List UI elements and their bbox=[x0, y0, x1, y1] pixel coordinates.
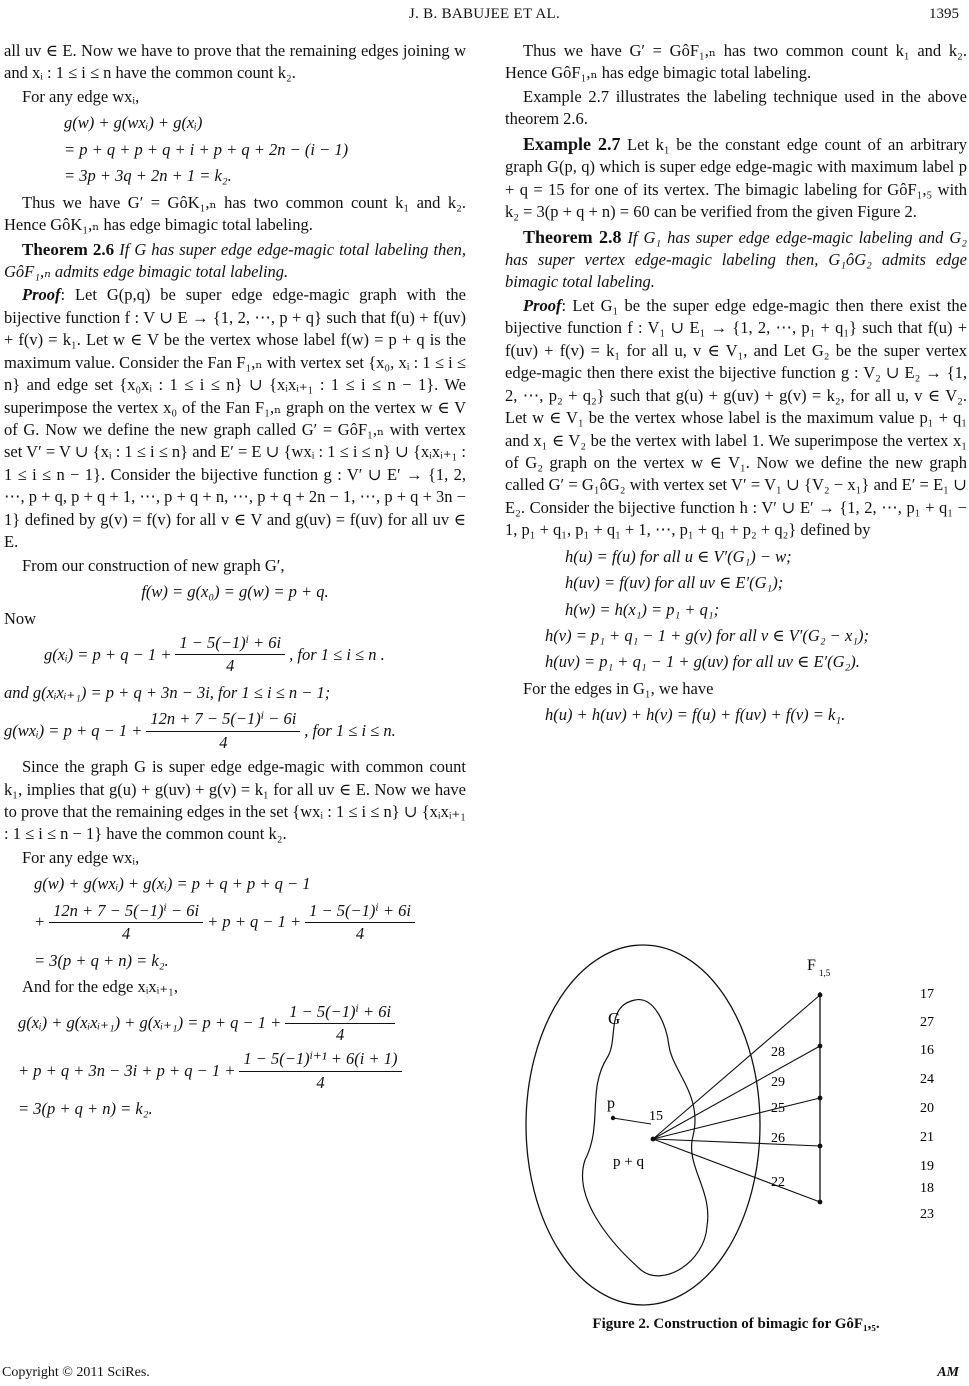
running-title: J. B. BABUJEE ET AL. bbox=[408, 6, 561, 22]
fraction bbox=[146, 708, 300, 754]
equation-edge-sum-cont bbox=[4, 1048, 466, 1094]
fan-edge-2 bbox=[653, 1046, 820, 1139]
fan-edge-5 bbox=[653, 1139, 820, 1202]
page-footer bbox=[0, 1363, 969, 1383]
theorem-heading: Theorem 2.6 bbox=[22, 239, 115, 259]
vertex-label-x3: 20 bbox=[920, 1101, 934, 1116]
vertex-label-x5: 23 bbox=[920, 1207, 934, 1222]
vertex-label-x2: 16 bbox=[920, 1043, 934, 1058]
fan-label: F bbox=[807, 957, 816, 974]
paragraph: Now bbox=[4, 608, 37, 628]
vertex-p-label: p bbox=[607, 1095, 615, 1112]
fan-edge-4 bbox=[653, 1139, 820, 1146]
denominator: 4 bbox=[336, 1024, 345, 1044]
fraction bbox=[305, 900, 415, 946]
equation: h(u) = f(u) for all u ∈ V′(G₁) − w; bbox=[565, 546, 792, 566]
theorem-heading: Theorem 2.8 bbox=[523, 226, 622, 247]
equation: h(w) = h(x₁) = p₁ + q₁; bbox=[565, 599, 720, 619]
denominator: 4 bbox=[226, 656, 235, 676]
path-edge-label-4: 18 bbox=[920, 1181, 934, 1196]
path-edge-label-2: 24 bbox=[920, 1072, 934, 1087]
copyright: Copyright © 2011 SciRes. bbox=[2, 1365, 150, 1380]
paragraph: From our construction of new graph G′, bbox=[22, 555, 285, 575]
eq-mid: + p + q − 1 + bbox=[207, 912, 302, 932]
denominator: 4 bbox=[121, 924, 131, 944]
eq-lhs: g(xᵢ) = p + q − 1 + bbox=[44, 644, 172, 664]
eq-lhs: g(wxᵢ) = p + q − 1 + bbox=[4, 720, 143, 740]
numerator: 1 − 5(−1)ⁱ + 6i bbox=[175, 632, 285, 655]
paragraph: Thus we have G′ = GôK₁,ₙ has two common count k₁ and k₂. Hence GôK₁,ₙ has edge bimagic total labeling. bbox=[4, 192, 466, 235]
graph-g-region bbox=[583, 1000, 708, 1276]
eq-rhs: , for 1 ≤ i ≤ n . bbox=[289, 644, 385, 664]
proof-body: : Let G(p,q) be super edge edge-magic graph with the bijective function f : V ∪ E → {1, 2, ⋯, p + q} such that f(u) + f(uv) + f(v) = k₁. Let w ∈ V be the vertex whose label f(w) = p + q is the maximum value. Consider the Fan F₁,ₙ with vertex set {x₀, xᵢ : 1 ≤ i ≤ n} and edge set {x₀xᵢ : 1 ≤ i ≤ n} ∪ {xᵢxᵢ₊₁ : 1 ≤ i ≤ n − 1}. We superimpose the vertex x₀ of the Fan F₁,ₙ graph on the vertex w ∈ V of G. Now we define the new graph called G′ = GôF₁,ₙ with vertex set V′ = V ∪ {xᵢ : 1 ≤ i ≤ n} and E′ = E ∪ {wxᵢ : 1 ≤ i ≤ n} ∪ {xᵢxᵢ₊₁ : 1 ≤ i ≤ n − 1}. Consider the bijective function g : V′ ∪ E′ → {1, 2, ⋯, p + q, p + q + 1, ⋯, p + q + n, ⋯, p + q + 2n − 1, ⋯, p + q + 3n − 1} defined by g(v) = f(v) for all v ∈ V and g(uv) = f(uv) for all uv ∈ E. bbox=[4, 285, 466, 552]
numerator: 1 − 5(−1)ⁱ⁺¹ + 6(i + 1) bbox=[239, 1048, 401, 1071]
fan-vertex-5 bbox=[818, 1200, 823, 1205]
edge-label-2: 29 bbox=[771, 1075, 785, 1090]
vertex-pq-label: p + q bbox=[613, 1154, 644, 1170]
theorem-2-8 bbox=[505, 225, 967, 294]
path-edge-label-3: 21 bbox=[920, 1130, 934, 1145]
figure-caption: Figure 2. Construction of bimagic for GôF₁,₅. bbox=[592, 1316, 880, 1332]
theorem-body: If G has super edge edge-magic total labeling then, GôF₁,ₙ admits edge bimagic total labeling. bbox=[4, 239, 466, 281]
numerator: 12n + 7 − 5(−1)ⁱ − 6i bbox=[49, 900, 203, 923]
paragraph: all uv ∈ E. Now we have to prove that the remaining edges joining w and xᵢ : 1 ≤ i ≤ n have the common count k₂. bbox=[4, 41, 466, 83]
graph-g-label: G bbox=[608, 1009, 621, 1028]
fan-edge-3 bbox=[653, 1098, 820, 1139]
example-2-7 bbox=[505, 132, 967, 224]
equation-sum: + $\frac{\text{12n + 7 − 5(−1)ⁱ − 6i}}{4}$ + p + q − 1 + $\frac{\text{1 − 5(−1)ⁱ + 6i}}{4}$ bbox=[4, 900, 466, 946]
fan-vertex-2 bbox=[818, 1044, 823, 1049]
equation: and g(xᵢxᵢ₊₁) = p + q + 3n − 3i, for 1 ≤ i ≤ n − 1; bbox=[4, 682, 331, 702]
paragraph: For any edge wxᵢ, bbox=[22, 847, 140, 867]
example-body: Let k₁ be the constant edge count of an arbitrary graph G(p, q) which is super edge edge-magic with maximum label p + q = 15 for one of its vertex. The bimagic labeling for GôF₁,₅ with k₂ = 3(p + q + n) = 60 can be verified from the given Figure 2. bbox=[505, 134, 967, 222]
edge-label-4: 26 bbox=[771, 1131, 785, 1146]
equation: f(w) = g(x₀) = g(w) = p + q. bbox=[141, 582, 329, 602]
graph-g-ellipse bbox=[526, 945, 760, 1305]
edge-label-3: 25 bbox=[771, 1101, 785, 1116]
eq-lhs: + p + q + 3n − 3i + p + q − 1 + bbox=[18, 1061, 236, 1081]
fraction bbox=[285, 1001, 395, 1047]
numerator: 12n + 7 − 5(−1)ⁱ − 6i bbox=[146, 708, 300, 731]
proof-body: : Let G₁ be the super edge edge-magic then there exist the bijective function f : V₁ ∪ E₁ → {1, 2, ⋯, p₁ + q₁} such that f(u) + f(uv) + f(v) = k₁ for all u, v ∈ V₁, and Let G₂ be the super vertex edge-magic then there exist the bijective function g : V₂ ∪ E₂ → {1, 2, ⋯, p₂ + q₂} such that g(u) + g(uv) + g(v) = k₂, for all u, v ∈ V₂. Let w ∈ V₁ be the vertex whose label is the maximum value p₁ + q₁ and x₁ ∈ V₂ be the vertex with label 1. We superimpose the vertex x₁ of G₂ graph on the vertex w ∈ V₁. Now we define the new graph called G′ = G₁ôG₂ with vertex set V′ = V₁ ∪ {V₂ − x₁} and E′ = E₁ ∪ E₂. Consider the bijective function h : V′ ∪ E′ → {1, 2, ⋯, p₁ + q₁ − 1, p₁ + q₁, p₁ + q₁ + 1, ⋯, p₁ + q₁ + p₂ + q₂} defined by bbox=[505, 295, 967, 540]
paragraph: And for the edge xᵢxᵢ₊₁, bbox=[22, 977, 178, 997]
edge-label-1: 28 bbox=[771, 1045, 785, 1060]
fraction bbox=[239, 1048, 401, 1094]
paragraph: Thus we have G′ = GôF₁,ₙ has two common count k₁ and k₂. Hence GôF₁,ₙ has edge bimagic total labeling. bbox=[505, 41, 967, 83]
numerator: 1 − 5(−1)ⁱ + 6i bbox=[305, 900, 415, 923]
fan-vertex-1 bbox=[818, 993, 823, 998]
paragraph: For any edge wxᵢ, bbox=[22, 86, 140, 106]
denominator: 4 bbox=[316, 1072, 325, 1092]
paragraph: Example 2.7 illustrates the labeling technique used in the above theorem 2.6. bbox=[505, 86, 967, 129]
equation: = 3p + 3q + 2n + 1 = k₂. bbox=[64, 166, 232, 186]
equation-gxi bbox=[4, 632, 466, 678]
example-heading: Example 2.7 bbox=[523, 133, 621, 154]
figure-2 bbox=[523, 940, 963, 1310]
equation: g(w) + g(wxᵢ) + g(xᵢ) = p + q + p + q − 1 bbox=[34, 874, 311, 894]
denominator: 4 bbox=[219, 732, 228, 752]
equation: h(uv) = p₁ + q₁ − 1 + g(uv) for all uv ∈ E′(G₂). bbox=[545, 652, 860, 672]
vertex-label-x1: 17 bbox=[920, 987, 934, 1002]
fraction bbox=[175, 632, 285, 678]
paragraph: For the edges in G₁, we have bbox=[523, 678, 714, 698]
left-column bbox=[4, 40, 466, 1125]
fan-vertex-4 bbox=[818, 1144, 823, 1149]
right-column bbox=[505, 40, 967, 731]
proof-heading: Proof bbox=[22, 285, 61, 305]
equation: g(w) + g(wxᵢ) + g(xᵢ) bbox=[64, 113, 203, 133]
proof-heading: Proof bbox=[523, 295, 562, 315]
page-number: 1395 bbox=[929, 6, 959, 22]
equation: h(u) + h(uv) + h(v) = f(u) + f(uv) + f(v) = k₁. bbox=[545, 705, 846, 725]
fraction bbox=[49, 900, 203, 946]
page-header bbox=[0, 4, 969, 24]
figure-diagram bbox=[523, 940, 963, 1310]
numerator: 1 − 5(−1)ⁱ + 6i bbox=[285, 1001, 395, 1024]
equation: = p + q + p + q + i + p + q + 2n − (i − 1) bbox=[64, 139, 349, 159]
eq-lhs: g(xᵢ) + g(xᵢxᵢ₊₁) + g(xᵢ₊₁) = p + q − 1 + bbox=[18, 1013, 282, 1033]
path-edge-label-1: 27 bbox=[920, 1015, 934, 1030]
fan-vertex-3 bbox=[818, 1096, 823, 1101]
equation: h(v) = p₁ + q₁ − 1 + g(v) for all v ∈ V′(G₂ − x₁); bbox=[545, 626, 869, 645]
edge-label-5: 22 bbox=[771, 1175, 785, 1190]
equation: h(uv) = f(uv) for all uv ∈ E′(G₁); bbox=[565, 573, 784, 593]
theorem-body: If G₁ has super edge edge-magic labeling and G₂ has super vertex edge-magic labeling then, G₁ôG₂ admits edge bimagic total labeling. bbox=[505, 227, 967, 292]
equation-gwxi bbox=[4, 708, 466, 754]
eq-rhs: , for 1 ≤ i ≤ n. bbox=[304, 720, 396, 740]
vertex-w-value: 15 bbox=[649, 1109, 663, 1124]
denominator: 4 bbox=[355, 924, 365, 944]
proof-paragraph bbox=[4, 284, 466, 553]
equation-edge-sum bbox=[4, 1001, 466, 1047]
edge-p-w bbox=[613, 1118, 651, 1124]
vertex-label-x4: 19 bbox=[920, 1159, 934, 1174]
journal-abbrev: AM bbox=[937, 1365, 959, 1380]
equation: = 3(p + q + n) = k₂. bbox=[34, 950, 169, 970]
fan-label-sub: 1,5 bbox=[819, 968, 831, 978]
proof-paragraph bbox=[505, 295, 967, 542]
paragraph: Since the graph G is super edge edge-magic with common count k₁, implies that g(u) + g(uv) + g(v) = k₁ for all uv ∈ E. Now we have to prove that the remaining edges in the set {wxᵢ : 1 ≤ i ≤ n} ∪ {xᵢxᵢ₊₁ : 1 ≤ i ≤ n − 1} have the common count k₂. bbox=[4, 757, 466, 844]
theorem-2-6 bbox=[4, 238, 466, 284]
equation: = 3(p + q + n) = k₂. bbox=[18, 1099, 153, 1119]
